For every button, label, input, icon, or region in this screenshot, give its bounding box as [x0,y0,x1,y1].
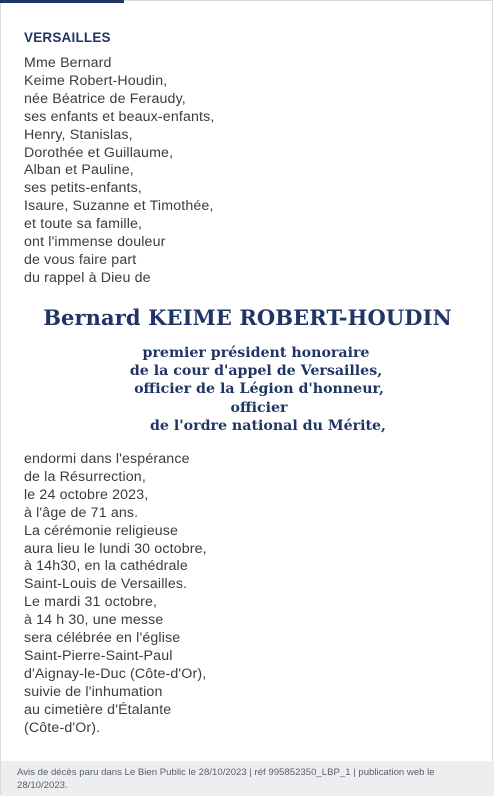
outro-line: (Côte-d'Or). [24,719,101,736]
intro-line: Alban et Pauline, [24,162,134,179]
deceased-titles [111,344,401,435]
intro-line: Dorothée et Guillaume, [24,144,174,161]
outro-line: Le mardi 31 octobre, [24,594,158,611]
outro-line: le 24 octobre 2023, [24,486,149,503]
intro-line: de vous faire part [24,251,137,268]
intro-line: et toute sa famille, [24,216,143,233]
outro-line: à 14 h 30, une messe [24,612,164,629]
title-line: premier président honoraire [142,345,370,361]
outro-line: d'Aignay-le-Duc (Côte-d'Or), [24,665,207,682]
outro-line: endormi dans l'espérance [24,451,190,467]
top-accent-bar [0,0,124,3]
intro-line: née Béatrice de Feraudy, [24,90,186,107]
title-line: de l'ordre national du Mérite, [150,417,386,434]
publication-footer: Avis de décès paru dans Le Bien Public le 28/10/2023 | réf 995852350_LBP_1 | publication web le 28/10/2023. [1,761,494,796]
outro-line: Saint-Louis de Versailles. [24,576,188,593]
outro-line: sera célébrée en l'église [24,630,181,647]
outro-line: suivie de l'inhumation [24,683,163,700]
intro-line: Keime Robert-Houdin, [24,72,168,89]
intro-line: Mme Bernard [24,55,112,71]
intro-line: Henry, Stanislas, [24,126,133,143]
outro-line: à 14h30, en la cathédrale [24,558,188,575]
outro-line: de la Résurrection, [24,468,146,485]
outro-line: au cimetière d'Étalante [24,701,172,718]
outro-line: Saint-Pierre-Saint-Paul [24,647,173,664]
intro-line: ont l'immense douleur [24,234,166,251]
intro-line: ses enfants et beaux-enfants, [24,108,215,125]
city-heading: VERSAILLES [24,30,111,45]
outro-line: aura lieu le lundi 30 octobre, [24,540,207,557]
title-line: officier [230,399,288,416]
ceremony-details [24,451,207,738]
deceased-name: Bernard KEIME ROBERT-HOUDIN [43,305,452,330]
outro-line: La cérémonie religieuse [24,522,179,539]
title-line: officier de la Légion d'honneur, [134,381,384,398]
family-announcement [24,55,215,288]
title-line: de la cour d'appel de Versailles, [129,363,383,380]
intro-line: Isaure, Suzanne et Timothée, [24,198,214,215]
outro-line: à l'âge de 71 ans. [24,504,139,521]
intro-line: du rappel à Dieu de [24,269,151,286]
intro-line: ses petits-enfants, [24,180,142,197]
